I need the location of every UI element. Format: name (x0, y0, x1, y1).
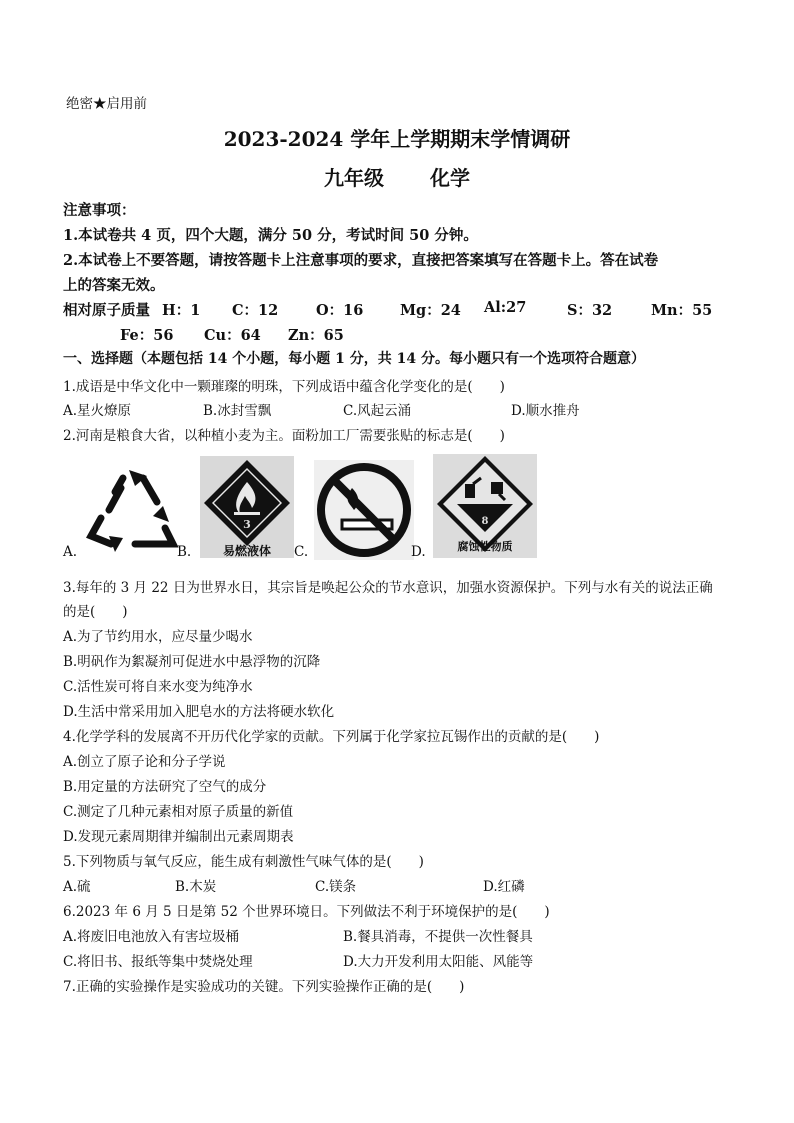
q4-option-d: D.发现元素周期律并编制出元素周期表 (63, 829, 294, 845)
corrosive-label: 腐蚀性物质 (457, 540, 513, 553)
q6-option-a: A.将废旧电池放入有害垃圾桶 (63, 929, 240, 945)
q5-option-d: D.红磷 (483, 879, 525, 895)
q2-stem: 2.河南是粮食大省，以种植小麦为主。面粉加工厂需要张贴的标志是( ) (63, 428, 505, 444)
q1-option-a: A.星火燎原 (63, 403, 132, 419)
exam-title: 2023-2024 学年上学期期末学情调研 (223, 127, 571, 151)
q3-stem-line-2: 的是( ) (63, 604, 128, 620)
q4-option-b: B.用定量的方法研究了空气的成分 (63, 779, 267, 795)
q7-stem: 7.正确的实验操作是实验成功的关键。下列实验操作正确的是( ) (63, 979, 465, 995)
recycle-sign (85, 464, 183, 558)
atom-s: S：32 (567, 302, 613, 319)
q1-option-b: B.冰封雪飘 (203, 403, 272, 419)
q4-option-c: C.测定了几种元素相对原子质量的新值 (63, 804, 294, 820)
recycle-icon (85, 464, 183, 558)
confidential-mark: 绝密★启用前 (66, 96, 147, 112)
q5-option-b: B.木炭 (175, 879, 217, 895)
corrosive-class-number: 8 (481, 516, 489, 527)
q4-stem: 4.化学学科的发展离不开历代化学家的贡献。下列属于化学家拉瓦锡作出的贡献的是( ) (63, 729, 600, 745)
flammable-label: 易燃液体 (222, 544, 271, 558)
atom-h: H：1 (162, 302, 201, 319)
q5-option-a: A.硫 (63, 879, 91, 895)
section-1-heading: 一、选择题（本题包括 14 个小题，每小题 1 分，共 14 分。每小题只有一个选项符合题意） (63, 351, 645, 367)
q3-option-c: C.活性炭可将自来水变为纯净水 (63, 679, 253, 695)
q6-option-d: D.大力开发利用太阳能、风能等 (343, 954, 534, 970)
subject-label: 化学 (430, 166, 470, 190)
atomic-mass-label: 相对原子质量 (63, 302, 150, 319)
no-smoking-fire-sign (314, 460, 414, 560)
flammable-liquid-sign (200, 456, 294, 558)
notes-heading: 注意事项： (63, 202, 136, 219)
atom-cu: Cu：64 (204, 327, 261, 344)
q3-option-b: B.明矾作为絮凝剂可促进水中悬浮物的沉降 (63, 654, 321, 670)
flammable-class-number: 3 (243, 518, 251, 531)
q3-option-a: A.为了节约用水，应尽量少喝水 (63, 629, 253, 645)
atom-c: C：12 (232, 302, 279, 319)
atom-mn: Mn：55 (651, 302, 713, 319)
q1-stem: 1.成语是中华文化中一颗璀璨的明珠，下列成语中蕴含化学变化的是( ) (63, 379, 505, 395)
q5-option-c: C.镁条 (315, 879, 357, 895)
atom-o: O：16 (316, 302, 364, 319)
note-2-line-1: 2.本试卷上不要答题，请按答题卡上注意事项的要求，直接把答案填写在答题卡上。答在试卷 (63, 252, 659, 269)
atom-al: Al:27 (484, 299, 527, 316)
q5-stem: 5.下列物质与氧气反应，能生成有刺激性气味气体的是( ) (63, 854, 424, 870)
q6-stem: 6.2023 年 6 月 5 日是第 52 个世界环境日。下列做法不利于环境保护的是( ) (63, 904, 550, 920)
note-2-line-2: 上的答案无效。 (63, 277, 165, 294)
exam-subtitle (0, 162, 794, 191)
q1-option-c: C.风起云涌 (343, 403, 412, 419)
atom-mg: Mg：24 (400, 302, 461, 319)
atom-zn: Zn：65 (288, 327, 344, 344)
q1-option-d: D.顺水推舟 (511, 403, 580, 419)
q2-option-d: D. (411, 544, 426, 560)
q2-option-b: B. (177, 544, 192, 560)
q6-option-b: B.餐具消毒，不提供一次性餐具 (343, 929, 533, 945)
note-1: 1.本试卷共 4 页，四个大题，满分 50 分，考试时间 50 分钟。 (63, 227, 478, 244)
q3-option-d: D.生活中常采用加入肥皂水的方法将硬水软化 (63, 704, 335, 720)
q4-option-a: A.创立了原子论和分子学说 (63, 754, 226, 770)
q6-option-c: C.将旧书、报纸等集中焚烧处理 (63, 954, 253, 970)
q2-option-c: C. (294, 544, 309, 560)
q2-option-a: A. (63, 544, 78, 560)
atom-fe: Fe：56 (120, 327, 174, 344)
grade-label: 九年级 (324, 166, 384, 190)
q3-stem-line-1: 3.每年的 3 月 22 日为世界水日，其宗旨是唤起公众的节水意识，加强水资源保护。下列与水有关的说法正确 (63, 580, 713, 596)
corrosive-sign (433, 454, 537, 558)
no-fire-icon (314, 460, 414, 560)
